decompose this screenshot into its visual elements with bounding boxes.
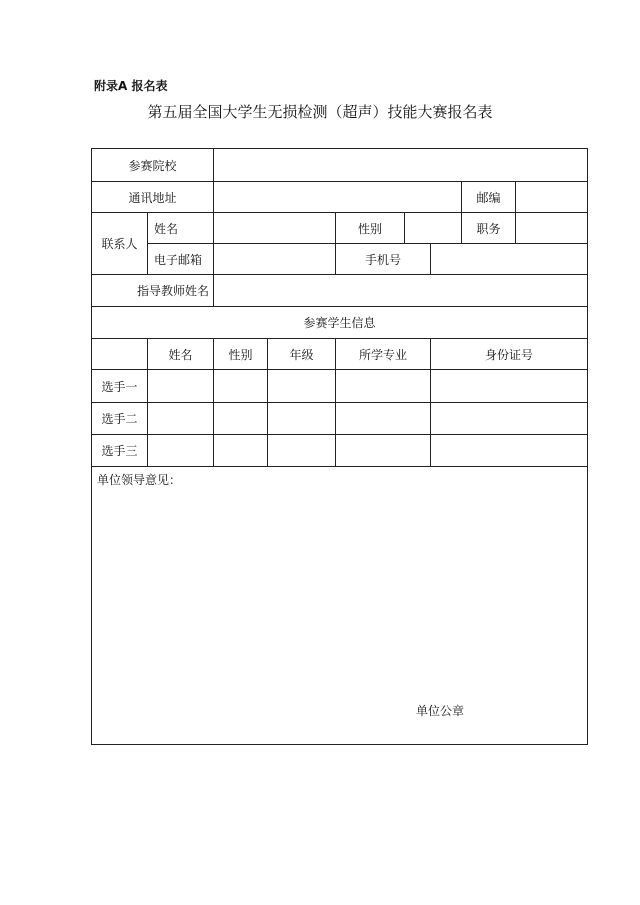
student-grade-field[interactable] xyxy=(268,435,336,467)
student-col-id-number: 身份证号 xyxy=(431,339,588,370)
contact-position-field[interactable] xyxy=(516,213,588,244)
student-major-field[interactable] xyxy=(336,403,431,435)
registration-form xyxy=(91,148,588,745)
student-label: 选手三 xyxy=(92,435,148,467)
student-columns-blank xyxy=(92,339,148,370)
address-label: 通讯地址 xyxy=(92,182,214,213)
student-major-field[interactable] xyxy=(336,370,431,403)
student-name-field[interactable] xyxy=(148,370,214,403)
student-id-field[interactable] xyxy=(431,403,588,435)
student-grade-field[interactable] xyxy=(268,370,336,403)
contact-row-2 xyxy=(92,244,588,275)
contact-gender-field[interactable] xyxy=(405,213,462,244)
student-info-label: 参赛学生信息 xyxy=(92,307,588,339)
student-label: 选手二 xyxy=(92,403,148,435)
student-gender-field[interactable] xyxy=(214,403,268,435)
student-name-field[interactable] xyxy=(148,403,214,435)
school-row xyxy=(92,149,588,182)
advisor-field[interactable] xyxy=(214,275,588,307)
contact-name-label: 姓名 xyxy=(148,213,214,244)
address-field[interactable] xyxy=(214,182,462,213)
contact-gender-label: 性别 xyxy=(336,213,405,244)
student-col-major: 所学专业 xyxy=(336,339,431,370)
leader-opinion-cell[interactable] xyxy=(92,467,588,745)
school-field[interactable] xyxy=(214,149,588,182)
advisor-row xyxy=(92,275,588,307)
contact-phone-field[interactable] xyxy=(431,244,588,275)
advisor-label: 指导教师姓名 xyxy=(92,275,214,307)
student-label: 选手一 xyxy=(92,370,148,403)
contact-label: 联系人 xyxy=(92,213,148,275)
student-row xyxy=(92,370,588,403)
student-row xyxy=(92,435,588,467)
contact-row-1 xyxy=(92,213,588,244)
student-id-field[interactable] xyxy=(431,435,588,467)
seal-label: 单位公章 xyxy=(416,704,465,718)
student-info-header-row xyxy=(92,307,588,339)
student-grade-field[interactable] xyxy=(268,403,336,435)
contact-email-label: 电子邮箱 xyxy=(148,244,214,275)
page-title: 第五届全国大学生无损检测（超声）技能大赛报名表 xyxy=(147,103,493,121)
appendix-label: 附录A 报名表 xyxy=(94,79,168,93)
student-columns-row xyxy=(92,339,588,370)
student-gender-field[interactable] xyxy=(214,370,268,403)
student-col-gender: 性别 xyxy=(214,339,268,370)
contact-phone-label: 手机号 xyxy=(336,244,431,275)
leader-opinion-row xyxy=(92,467,588,745)
student-name-field[interactable] xyxy=(148,435,214,467)
postcode-label: 邮编 xyxy=(462,182,516,213)
school-label: 参赛院校 xyxy=(92,149,214,182)
address-row xyxy=(92,182,588,213)
student-col-name: 姓名 xyxy=(148,339,214,370)
student-gender-field[interactable] xyxy=(214,435,268,467)
contact-position-label: 职务 xyxy=(462,213,516,244)
student-row xyxy=(92,403,588,435)
contact-email-field[interactable] xyxy=(214,244,336,275)
contact-name-field[interactable] xyxy=(214,213,336,244)
student-col-grade: 年级 xyxy=(268,339,336,370)
student-major-field[interactable] xyxy=(336,435,431,467)
student-id-field[interactable] xyxy=(431,370,588,403)
postcode-field[interactable] xyxy=(516,182,588,213)
leader-opinion-label: 单位领导意见： xyxy=(97,473,182,487)
